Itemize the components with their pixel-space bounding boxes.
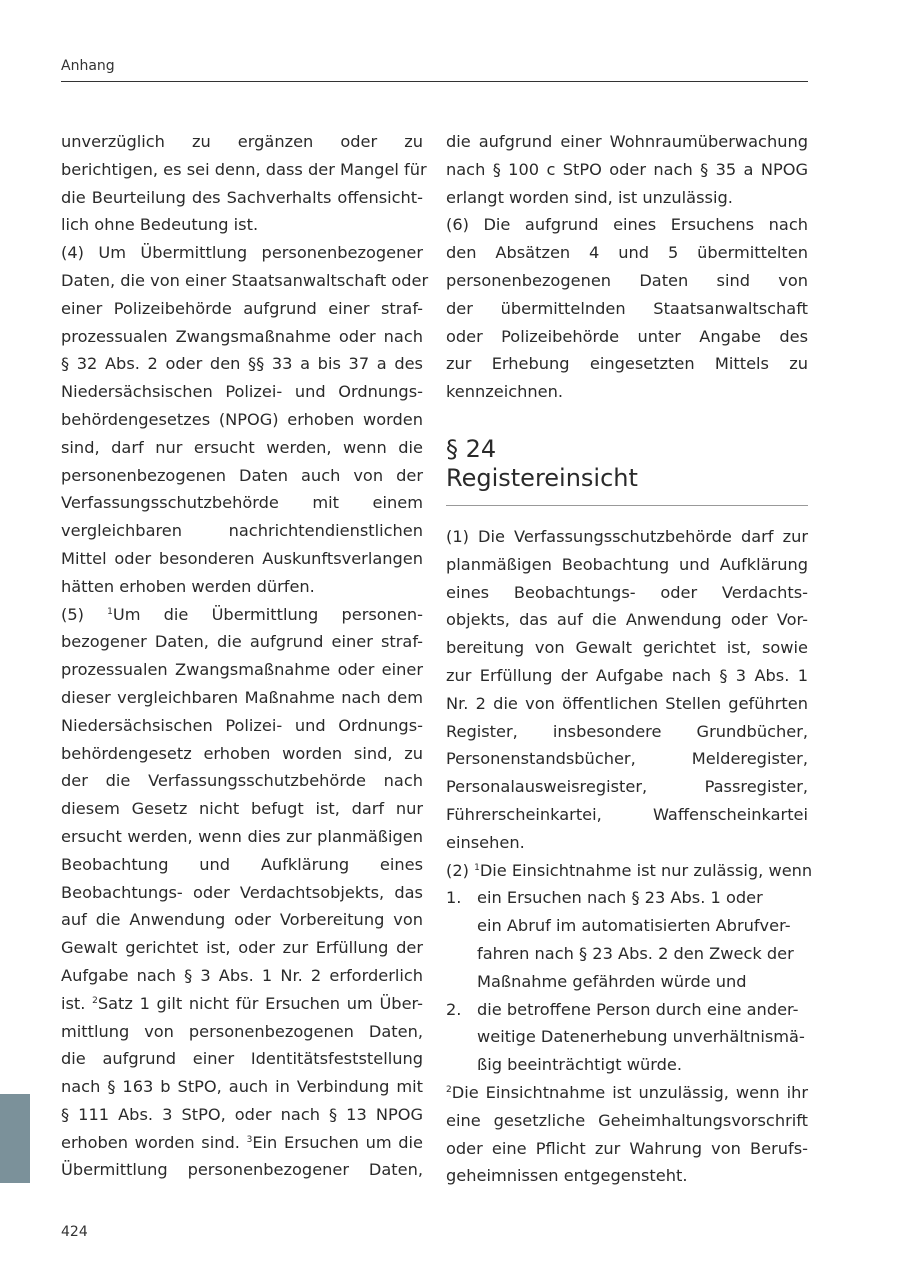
text-line: hätten erhoben werden dürfen. — [61, 576, 315, 596]
text-line: (4) Um Übermittlung personenbezogener — [61, 243, 423, 263]
thumb-index-tab — [0, 1094, 30, 1183]
text-line: Beobachtungs- oder Verdachtsobjekts, das — [61, 882, 423, 902]
list-item — [446, 996, 808, 1024]
text-line: die Beurteilung des Sachverhalts offensicht- — [61, 187, 423, 207]
text-line: erlangt worden sind, ist unzulässig. — [446, 187, 733, 207]
text-line — [61, 1129, 423, 1157]
text-fragment: Die Einsichtnahme ist unzulässig, wenn ihr — [451, 1082, 808, 1102]
text-line: Mittel oder besonderen Auskunftsverlangen — [61, 548, 423, 568]
text-line: sind, darf nur ersucht werden, wenn die — [61, 437, 423, 457]
section-rule — [446, 505, 808, 506]
text-line: behördengesetzes (NPOG) erhoben worden — [61, 409, 423, 429]
text-line: geheimnissen entgegensteht. — [446, 1166, 688, 1186]
text-line: § 32 Abs. 2 oder den §§ 33 a bis 37 a des — [61, 354, 423, 374]
sentence-number: 2 — [92, 995, 98, 1006]
text-line: weitige Datenerhebung unverhältnismä- — [477, 1027, 805, 1047]
text-line: behördengesetz erhoben worden sind, zu — [61, 743, 423, 763]
text-line: Beobachtung und Aufklärung eines — [61, 854, 423, 874]
text-line — [61, 601, 423, 629]
text-line: Übermittlung personenbezogener Daten, — [61, 1160, 423, 1180]
text-line: personenbezogenen Daten auch von der — [61, 465, 423, 485]
text-line — [61, 990, 423, 1018]
text-line: oder eine Pflicht zur Wahrung von Berufs- — [446, 1138, 808, 1158]
text-line: einer Polizeibehörde aufgrund einer straf- — [61, 298, 423, 318]
text-line: planmäßigen Beobachtung und Aufklärung — [446, 554, 808, 574]
text-line: prozessualen Zwangsmaßnahme oder einer — [61, 660, 423, 680]
text-line — [446, 857, 813, 885]
text-line: ßig beeinträchtigt würde. — [477, 1055, 683, 1075]
text-line: § 111 Abs. 3 StPO, oder nach § 13 NPOG — [61, 1104, 423, 1124]
left-column — [61, 128, 429, 1184]
text-line: bezogener Daten, die aufgrund einer straf- — [61, 632, 423, 652]
text-line: ersucht werden, wenn dies zur planmäßigen — [61, 826, 423, 846]
text-line: (1) Die Verfassungsschutzbehörde darf zur — [446, 526, 808, 546]
text-line: mittlung von personenbezogenen Daten, — [61, 1021, 423, 1041]
text-line: nach § 100 c StPO oder nach § 35 a NPOG — [446, 159, 808, 179]
text-line: Aufgabe nach § 3 Abs. 1 Nr. 2 erforderlich — [61, 965, 423, 985]
page-number: 424 — [61, 1224, 88, 1240]
text-line: Personalausweisregister, Passregister, — [446, 777, 808, 797]
text-line: zur Erfüllung der Aufgabe nach § 3 Abs. 1 — [446, 665, 808, 685]
text-line: fahren nach § 23 Abs. 2 den Zweck der — [477, 943, 794, 963]
text-line: Register, insbesondere Grundbücher, — [446, 721, 808, 741]
text-line: Gewalt gerichtet ist, oder zur Erfüllung der — [61, 938, 423, 958]
right-column — [446, 128, 813, 1190]
text-line: oder Polizeibehörde unter Angabe des — [446, 326, 808, 346]
text-line: ein Abruf im automatisierten Abrufver- — [477, 916, 791, 936]
text-fragment: ist. — [61, 993, 93, 1013]
text-fragment: erhoben worden sind. — [61, 1132, 247, 1152]
text-fragment: Satz 1 gilt nicht für Ersuchen um Über- — [97, 993, 423, 1013]
list-number: 1. — [446, 888, 462, 908]
text-line: (6) Die aufgrund eines Ersuchens nach — [446, 215, 808, 235]
text-line: den Absätzen 4 und 5 übermittelten — [446, 243, 808, 263]
text-line: nach § 163 b StPO, auch in Verbindung mit — [61, 1077, 423, 1097]
text-fragment: Die Einsichtnahme ist nur zulässig, wenn — [479, 860, 813, 880]
list-number: 2. — [446, 999, 462, 1019]
text-line: eines Beobachtungs- oder Verdachts- — [446, 582, 808, 602]
text-fragment: Um die Übermittlung personen- — [112, 604, 424, 624]
text-line: Daten, die von einer Staatsanwaltschaft oder — [61, 270, 429, 290]
text-line: bereitung von Gewalt gerichtet ist, sowie — [446, 638, 808, 658]
text-line: dieser vergleichbaren Maßnahme nach dem — [61, 687, 423, 707]
text-line: diesem Gesetz nicht befugt ist, darf nur — [61, 799, 423, 819]
list-item — [446, 884, 808, 912]
sentence-number: 1 — [107, 606, 113, 617]
sentence-number: 1 — [474, 862, 480, 873]
text-line: berichtigen, es sei denn, dass der Mangel für — [61, 159, 427, 179]
text-fragment: ein Ersuchen nach § 23 Abs. 1 oder — [477, 888, 763, 908]
text-line: lich ohne Bedeutung ist. — [61, 215, 259, 235]
text-line: der übermittelnden Staatsanwaltschaft — [446, 298, 808, 318]
text-line: Verfassungsschutzbehörde mit einem — [61, 493, 423, 513]
text-line: Niedersächsischen Polizei- und Ordnungs- — [61, 715, 423, 735]
sentence-number: 3 — [246, 1134, 253, 1145]
text-line: die aufgrund einer Wohnraumüberwachung — [446, 132, 808, 151]
text-line: prozessualen Zwangsmaßnahme oder nach — [61, 326, 423, 346]
sentence-number: 2 — [446, 1084, 452, 1095]
text-fragment: Ein Ersuchen um die — [252, 1132, 424, 1152]
text-line: die aufgrund einer Identitätsfeststellung — [61, 1049, 423, 1069]
text-line: Nr. 2 die von öffentlichen Stellen geführten — [446, 693, 808, 713]
text-line — [446, 1079, 808, 1107]
text-line: zur Erhebung eingesetzten Mittels zu — [446, 354, 808, 374]
section-title: Registereinsicht — [446, 463, 638, 492]
text-line: kennzeichnen. — [446, 382, 564, 402]
text-line: Führerscheinkartei, Waffenscheinkartei — [446, 804, 808, 824]
text-fragment: die betroffene Person durch eine ander- — [477, 999, 799, 1019]
text-line: eine gesetzliche Geheimhaltungsvorschrift — [446, 1110, 808, 1130]
header-rule — [61, 81, 808, 82]
paragraph-label: (2) — [446, 860, 475, 880]
text-line: auf die Anwendung oder Vorbereitung von — [61, 910, 423, 930]
text-line: Personenstandsbücher, Melderegister, — [446, 749, 808, 769]
section-number: § 24 — [446, 434, 497, 463]
text-line: personenbezogenen Daten sind von — [446, 270, 808, 290]
text-line: unverzüglich zu ergänzen oder zu — [61, 132, 423, 151]
running-head: Anhang — [61, 58, 115, 74]
text-line: Niedersächsischen Polizei- und Ordnungs- — [61, 382, 423, 402]
text-line: objekts, das auf die Anwendung oder Vor- — [446, 610, 808, 630]
text-line: einsehen. — [446, 832, 525, 852]
text-line: vergleichbaren nachrichtendienstlichen — [61, 521, 423, 541]
text-line: Maßnahme gefährden würde und — [477, 971, 747, 991]
paragraph-label: (5) — [61, 604, 108, 624]
text-line: der die Verfassungsschutzbehörde nach — [61, 771, 423, 791]
